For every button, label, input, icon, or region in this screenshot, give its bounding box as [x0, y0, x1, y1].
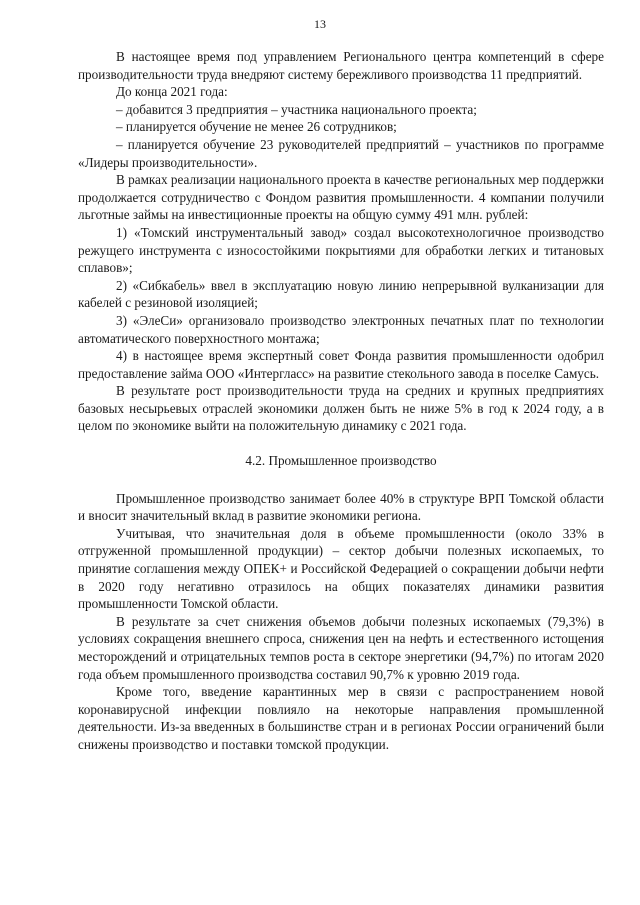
paragraph: В результате за счет снижения объемов добычи полезных ископаемых (79,3%) в условиях сокращения внешнего спроса, снижения цен на нефть и естественного истощения месторождений и отрицательных темпов роста в секторе энергетики (94,7%) по итогам 2020 года объем промышленного производства составил 90,7% к уровню 2019 года.	[78, 613, 604, 682]
paragraph: Кроме того, введение карантинных мер в связи с распространением новой коронавирусной инфекции повлияло на некоторые направления промышленной деятельности. Из-за введенных в большинстве стран и в регионах России ограничений были снижены производство и поставки томской продукции.	[78, 684, 604, 752]
list-item: – планируется обучение 23 руководителей предприятий – участников по программе «Лидеры производительности».	[78, 136, 604, 170]
list-item: – добавится 3 предприятия – участника национального проекта;	[116, 101, 477, 117]
paragraph: Учитывая, что значительная доля в объеме промышленности (около 33% в отгруженной промышленной продукции) – сектор добычи полезных ископаемых, то принятие соглашения между ОПЕК+ и Российской Федерацией о сокращении добычи нефти в 2020 году негативно отразилось на общих показателях динамики развития промышленности Томской области.	[78, 525, 604, 612]
paragraph: В рамках реализации национального проекта в качестве региональных мер поддержки продолжается сотрудничество с Фондом развития промышленности. 4 компании получили льготные займы на инвестиционные проекты на общую сумму 491 млн. рублей:	[78, 172, 604, 223]
paragraph: До конца 2021 года:	[116, 84, 228, 100]
list-item: 2) «Сибкабель» ввел в эксплуатацию новую линию непрерывной вулканизации для кабелей с резиновой изоляцией;	[78, 277, 604, 311]
paragraph: Промышленное производство занимает более 40% в структуре ВРП Томской области и вносит значительный вклад в развитие экономики региона.	[78, 490, 604, 524]
section-heading: 4.2. Промышленное производство	[245, 453, 437, 469]
list-item: 1) «Томский инструментальный завод» создал высокотехнологичное производство режущего инструмента с износостойкими покрытиями для обработки легких и титановых сплавов»;	[78, 224, 604, 276]
list-item: 4) в настоящее время экспертный совет Фонда развития промышленности одобрил предоставление займа ООО «Интергласс» на развитие стекольного завода в поселке Самусь.	[78, 348, 604, 381]
page-content	[78, 48, 604, 754]
list-item: 3) «ЭлеСи» организовало производство электронных печатных плат по технологии автоматического поверхностного монтажа;	[78, 312, 604, 346]
paragraph: В результате рост производительности труда на средних и крупных предприятиях базовых несырьевых отраслей экономики должен быть не ниже 5% в год к 2024 году, а в целом по экономике выйти на положительную динамику с 2021 года.	[78, 383, 604, 434]
list-item: – планируется обучение не менее 26 сотрудников;	[116, 119, 397, 135]
page-number: 13	[314, 17, 326, 31]
paragraph: В настоящее время под управлением Регионального центра компетенций в сфере производительности труда внедряют систему бережливого производства 11 предприятий.	[78, 49, 604, 82]
